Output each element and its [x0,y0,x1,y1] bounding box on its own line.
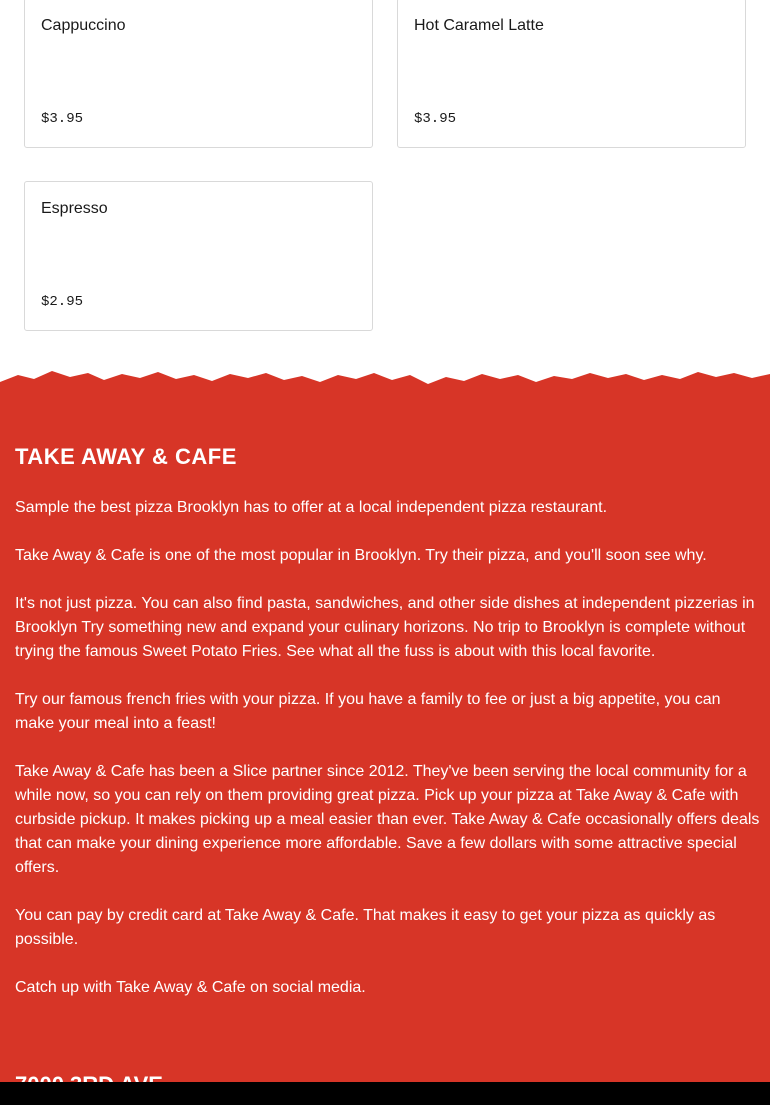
menu-item-price: $2.95 [41,294,84,310]
description-paragraph: Try our famous french fries with your pizza. If you have a family to fee or just a big appetite, you can make your meal into a feast! [15,691,721,732]
menu-item-card[interactable] [397,0,746,148]
menu-item-name: Cappuccino [41,17,126,34]
menu-item-name: Hot Caramel Latte [414,17,544,34]
description-paragraph: Take Away & Cafe is one of the most popular in Brooklyn. Try their pizza, and you'll soon see why. [15,547,707,564]
description-paragraph: Sample the best pizza Brooklyn has to offer at a local independent pizza restaurant. [15,499,608,516]
restaurant-info-section [0,392,770,1082]
description-text [15,496,760,1024]
menu-item-price: $3.95 [41,111,84,127]
description-paragraph: It's not just pizza. You can also find pasta, sandwiches, and other side dishes at independent pizzerias in Brooklyn Try something new and expand your culinary horizons. No trip to Brooklyn is complete without trying the famous Sweet Potato Fries. See what all the fuss is about with this local favorite. [15,595,755,660]
menu-item-name: Espresso [41,200,108,217]
menu-item-card[interactable] [24,181,373,331]
bottom-bar [0,1082,770,1105]
menu-item-card[interactable] [24,0,373,148]
section-title: TAKE AWAY & CAFE [15,444,237,469]
description-paragraph: Catch up with Take Away & Cafe on social media. [15,979,366,996]
description-paragraph: Take Away & Cafe has been a Slice partner since 2012. They've been serving the local community for a while now, so you can rely on them providing great pizza. Pick up your pizza at Take Away & Cafe with curbside pickup. It makes picking up a meal easier than ever. Take Away & Cafe occasionally offers deals that can make your dining experience more affordable. Save a few dollars with some attractive special offers. [15,763,760,876]
description-paragraph: You can pay by credit card at Take Away & Cafe. That makes it easy to get your pizza as quickly as possible. [15,907,716,948]
menu-item-price: $3.95 [414,111,457,127]
